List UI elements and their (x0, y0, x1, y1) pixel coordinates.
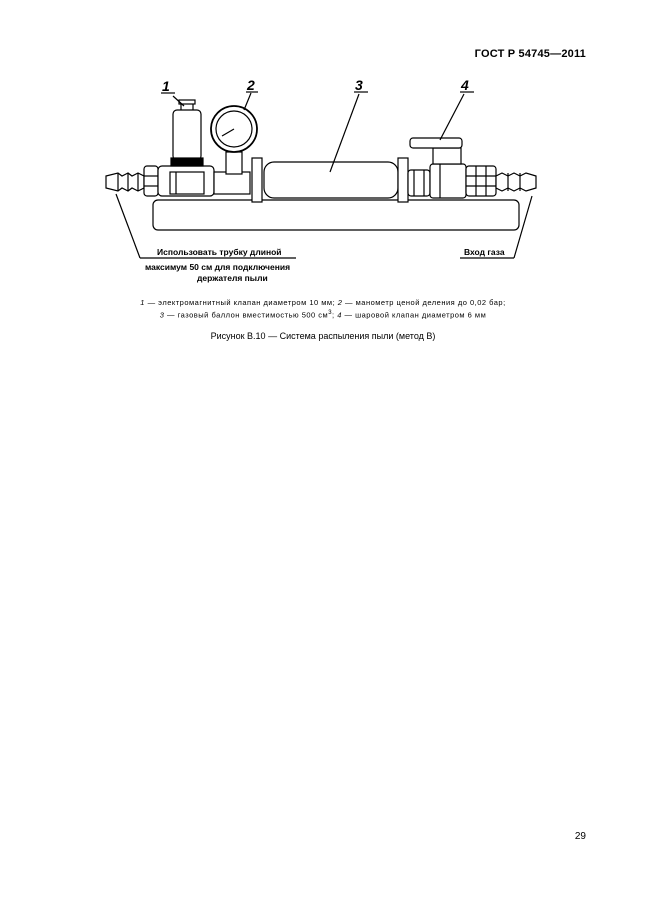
left-label-line-1: Использовать трубку длиной (157, 247, 282, 257)
leader-2 (244, 93, 251, 110)
legend-superscript: 3 (328, 310, 333, 316)
callout-1: 1 (162, 78, 170, 94)
gas-cylinder (264, 162, 398, 198)
legend-line-2: 3 — газовый баллон вместимостью 500 $см^3$; 4 — шаровой клапан диаметром 6 мм (159, 310, 487, 320)
callout-4: 4 (461, 77, 469, 93)
figure-legend (0, 297, 646, 321)
legend-num-2: 2 (337, 298, 343, 307)
figure-caption: Рисунок В.10 — Система распыления пыли (метод В) (210, 331, 436, 341)
legend-text-1: электромагнитный клапан диаметром 10 мм; (158, 298, 336, 307)
right-hose-barb (496, 173, 536, 191)
left-flange (252, 158, 262, 202)
callout-3: 3 (355, 77, 363, 93)
pressure-gauge (211, 106, 257, 152)
page-number: 29 (574, 831, 586, 842)
left-label-line-3: держателя пыли (197, 273, 268, 283)
leader-3 (330, 94, 359, 172)
legend-num-4: 4 (337, 310, 342, 320)
leader-4 (440, 94, 464, 140)
right-label: Вход газа (464, 247, 505, 257)
callout-2: 2 (247, 77, 255, 93)
left-hex-nut (144, 166, 158, 196)
gauge-tee (214, 172, 250, 194)
left-label-leader (116, 194, 140, 258)
legend-num-1: 1 (140, 298, 145, 307)
base-plate (153, 200, 519, 230)
right-flange (398, 158, 408, 202)
legend-num-3: 3 (159, 310, 165, 320)
standard-code: ГОСТ Р 54745—2011 (474, 48, 586, 60)
legend-text-2: манометр ценой деления до 0,02 бар; (355, 298, 506, 307)
legend-line-1: 1 — электромагнитный клапан диаметром 10 мм; 2 — манометр ценой деления до 0,02 бар; (140, 298, 506, 307)
solenoid-coil (173, 110, 201, 160)
left-label-line-2: максимум 50 см для подключения (145, 262, 291, 272)
legend-text-4: шаровой клапан диаметром 6 мм (355, 310, 487, 320)
ball-valve-handle (410, 138, 462, 148)
legend-text-3: газовый баллон вместимостью 500 см (177, 310, 329, 320)
right-hex-nut (466, 166, 496, 196)
dust-spray-system-figure (0, 0, 646, 300)
left-hose-barb (106, 173, 144, 191)
